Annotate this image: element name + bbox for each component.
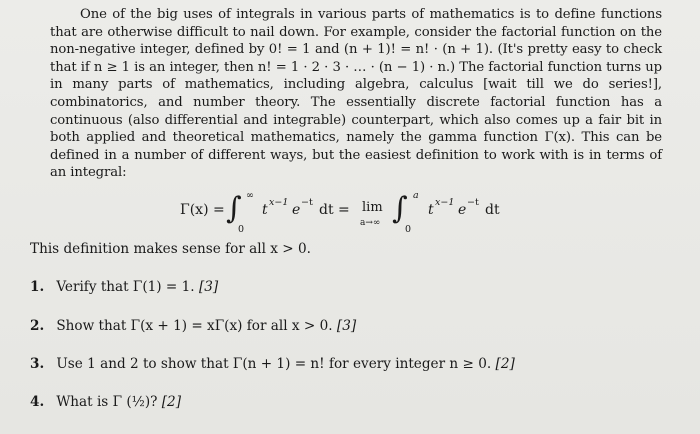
question-text: Show that Γ(x + 1) = xΓ(x) for all x > 0. (56, 318, 333, 334)
lower-limit-1: 0 (238, 224, 245, 235)
integrand-e-1: e (292, 202, 301, 218)
paragraph-text: One of the big uses of integrals in various parts of mathematics is to define functions that are otherwise difficult to nail down. For example, consider the factorial function on the non-negative integer, defined by 0! = 1 and (n + 1)! = n! · (n + 1). (It's pretty easy to check that if n ≥ 1 is an integer, then n! = 1 · 2 · 3 · … · (n − 1) · n.) The factorial function turns up in many parts of mathematics, including algebra, calculus [wait till we do series!], combinatorics, and number theory. The essentially discrete factorial function has a continuous (also differential and integrable) counterpart, which also comes up a fair bit in both applied and theoretical mathematics, namely the gamma function Γ(x). This can be defined in a number of different ways, but the easiest definition to work with is in terms of an integral: (50, 7, 662, 181)
question-1 (30, 279, 218, 295)
question-marks: [3] (198, 279, 219, 295)
exponent-3: x−1 (435, 197, 455, 208)
exponent-2: −t (301, 197, 313, 208)
question-2 (30, 318, 356, 334)
question-number: 2. (30, 318, 45, 334)
question-3 (30, 356, 515, 372)
question-4 (30, 394, 181, 410)
question-marks: [3] (336, 318, 357, 334)
exponent-1: x−1 (269, 197, 289, 208)
question-marks: [2] (495, 356, 515, 372)
gamma-definition-formula (180, 190, 580, 238)
integral-sign-1: ∫ (226, 191, 242, 226)
question-number: 3. (30, 356, 45, 372)
definition-note: This definition makes sense for all x > 0. (30, 241, 311, 257)
upper-limit-1: ∞ (246, 190, 254, 201)
limit-subscript: a→∞ (360, 218, 381, 228)
upper-limit-2: a (413, 190, 419, 201)
question-marks: [2] (161, 394, 182, 410)
integrand-t-1: t (262, 202, 268, 218)
question-text: What is Γ (½)? (56, 394, 158, 410)
lower-limit-2: 0 (405, 224, 412, 235)
question-number: 4. (30, 394, 45, 410)
question-text: Verify that Γ(1) = 1. (56, 279, 195, 295)
integrand-e-2: e (458, 202, 467, 218)
integral-sign-2: ∫ (392, 191, 408, 226)
integrand-t-2: t (428, 202, 434, 218)
limit-label: lim (362, 200, 383, 215)
dt-equals: dt = (319, 202, 350, 218)
intro-paragraph (50, 6, 662, 182)
question-text: Use 1 and 2 to show that Γ(n + 1) = n! for every integer n ≥ 0. (56, 356, 492, 372)
formula-lhs: Γ(x) = (180, 202, 225, 218)
exponent-4: −t (467, 197, 479, 208)
dt-final: dt (485, 202, 500, 218)
question-number: 1. (30, 279, 45, 295)
